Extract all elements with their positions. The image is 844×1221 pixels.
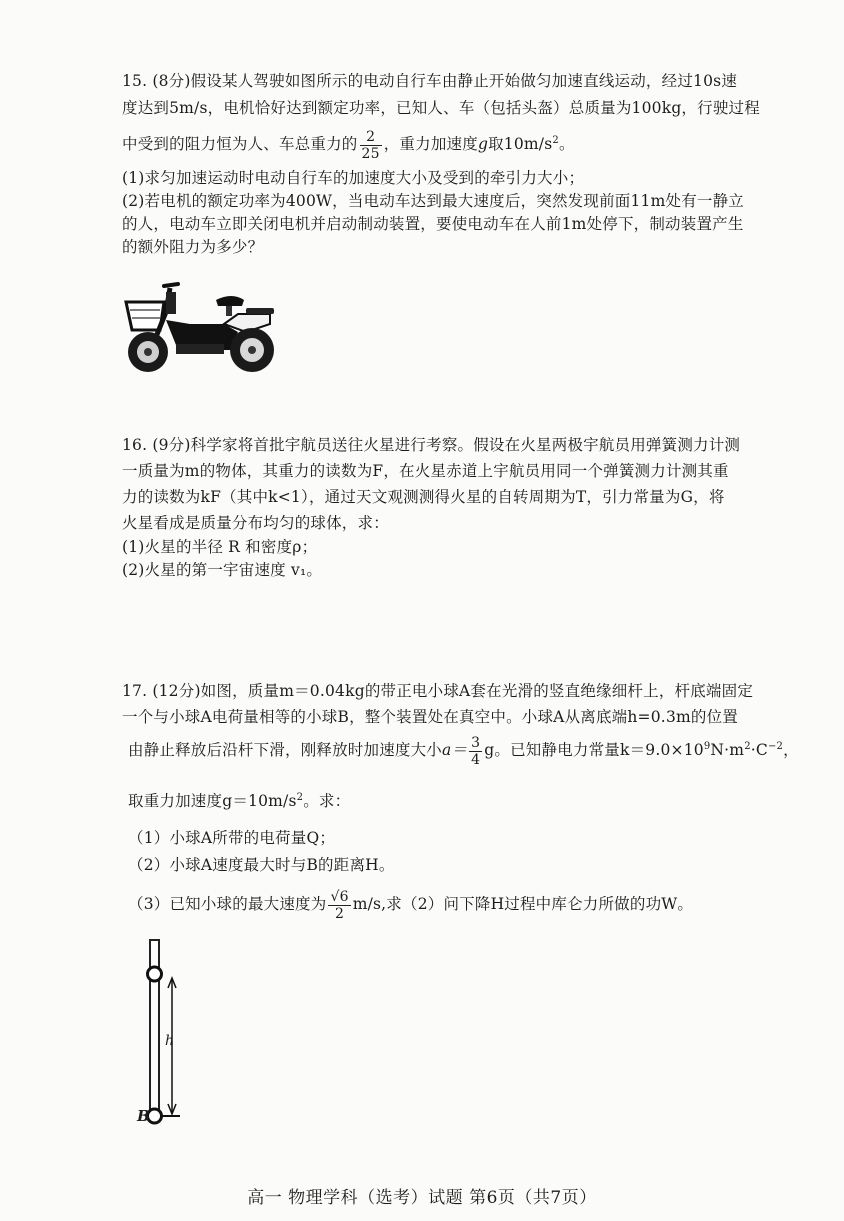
q17-part2: （2）小球A速度最大时与B的距离H。 xyxy=(128,856,395,874)
q17-speed-fraction xyxy=(328,889,350,922)
q17-line3-text: 由静止释放后沿杆下滑，刚释放时加速度大小 xyxy=(128,741,443,759)
q17-exp9: 9 xyxy=(703,740,711,752)
q15-line3-text: 中受到的阻力恒为人、车总重力的 xyxy=(122,135,358,153)
q17-expm2: −2 xyxy=(767,740,784,752)
q15-part1: (1)求匀加速运动时电动自行车的加速度大小及受到的牵引力大小； xyxy=(122,169,585,187)
q16-part2: (2)火星的第一宇宙速度 v₁。 xyxy=(122,561,323,579)
q17-part3 xyxy=(128,884,693,924)
ball-a xyxy=(148,967,162,981)
q15-line3-sup: 2 xyxy=(552,134,559,146)
q17-line4-text: 取重力加速度g＝10m/s xyxy=(128,792,297,810)
q17-line4-sup: 2 xyxy=(296,791,304,803)
q16-part1: (1)火星的半径 R 和密度ρ； xyxy=(122,538,318,556)
q17-part3-text: （3）已知小球的最大速度为 xyxy=(128,895,327,913)
q17-line3-mid: g。已知静电力常量k＝9.0×10 xyxy=(484,741,704,759)
q15-frac-num: 2 xyxy=(360,129,382,146)
q15-line3-tail: 。 xyxy=(558,135,575,153)
q16-line2: 一质量为m的物体，其重力的读数为F，在火星赤道上宇航员用同一个弹簧测力计测其重 xyxy=(122,462,729,480)
q17-line2: 一个与小球A电荷量相等的小球B，整个装置处在真空中。小球A从离底端h=0.3m的位置 xyxy=(122,708,738,726)
q17-part3-post: m/s,求（2）问下降H过程中库仑力所做的功W。 xyxy=(352,895,694,913)
q17-frac-den: 4 xyxy=(471,751,481,768)
q16-line1: 16. (9分)科学家将首批宇航员送往火星进行考察。假设在火星两极宇航员用弹簧测力计测 xyxy=(122,436,741,454)
label-b: B xyxy=(137,1107,150,1125)
q17-line3-end: ， xyxy=(783,741,799,759)
q17-units: N·m xyxy=(710,741,745,759)
q17-exp2: 2 xyxy=(744,740,751,752)
q15-part2a: (2)若电机的额定功率为400W，当电动车达到最大速度后，突然发现前面11m处有一静立 xyxy=(122,192,744,210)
q15-line2: 度达到5m/s，电机恰好达到额定功率，已知人、车（包括头盔）总质量为100kg，行驶过程 xyxy=(122,99,760,117)
q17-line1: 17. (12分)如图，质量m＝0.04kg的带正电小球A套在光滑的竖直绝缘细杆上，杆底端固定 xyxy=(122,682,754,700)
q16-line4: 火星看成是质量分布均匀的球体，求： xyxy=(122,514,389,532)
q17-a-eq: a＝ xyxy=(442,741,468,759)
q15-fraction xyxy=(360,129,382,162)
q17-line3 xyxy=(128,730,799,770)
q16-line3: 力的读数为kF（其中k<1），通过天文观测测得火星的自转周期为T，引力常量为G，将 xyxy=(122,488,725,506)
q15-line1: 15. (8分)假设某人驾驶如图所示的电动自行车由静止开始做匀加速直线运动，经过10s速 xyxy=(122,72,738,90)
q17-frac3-den: 2 xyxy=(335,905,345,922)
q17-part1: （1）小球A所带的电荷量Q； xyxy=(128,829,336,847)
q17-line4-end: 。求： xyxy=(303,792,351,810)
q15-line3-end: 取10m/s xyxy=(488,135,553,153)
q15-line3-post: ，重力加速度 xyxy=(383,135,478,153)
q17-fraction xyxy=(469,735,482,768)
q15-g-symbol: g xyxy=(477,135,489,153)
q17-frac-num: 3 xyxy=(471,734,481,751)
q17-coulomb: ·C xyxy=(750,741,768,759)
electric-bike-image xyxy=(120,272,280,382)
q15-part2b: 的人，电动车立即关闭电机并启动制动装置，要使电动车在人前1m处停下，制动装置产生 xyxy=(122,215,744,233)
q15-line3 xyxy=(122,124,575,164)
q15-part2c: 的额外阻力为多少？ xyxy=(122,238,264,256)
label-h: h xyxy=(165,1033,175,1049)
q15-frac-den: 25 xyxy=(361,145,380,162)
q17-line4 xyxy=(128,790,350,812)
q17-frac3-num: √6 xyxy=(330,888,349,905)
page-footer: 高一 物理学科（选考）试题 第6页（共7页） xyxy=(247,1188,597,1208)
